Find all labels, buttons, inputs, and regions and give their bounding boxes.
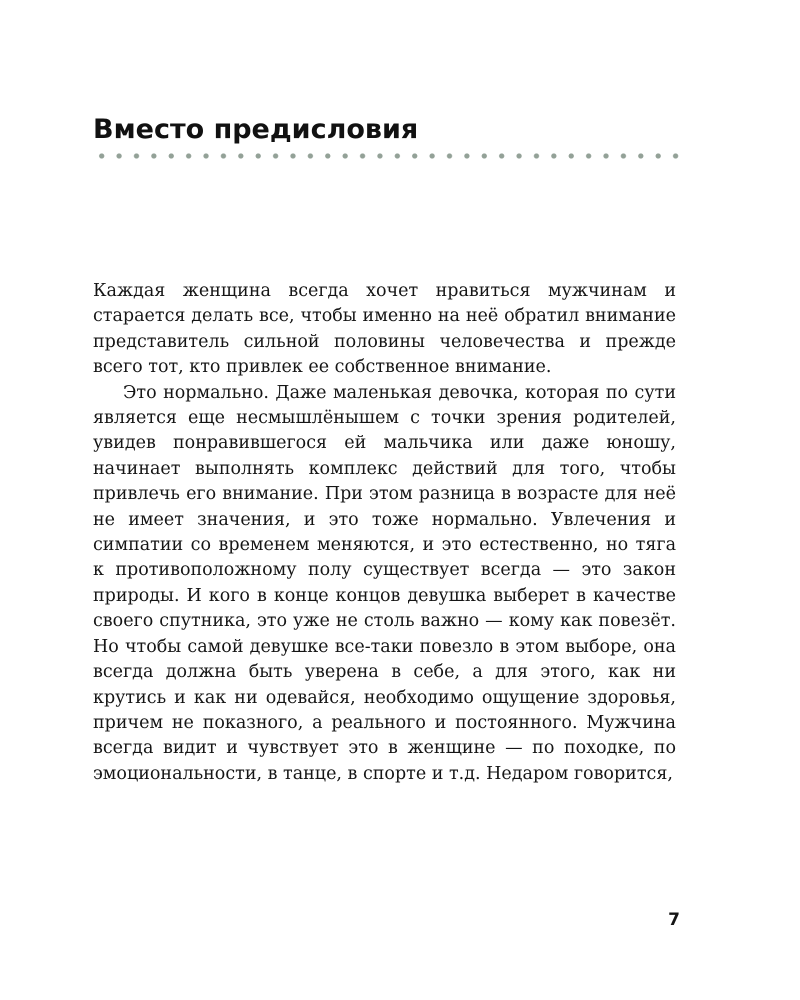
dotted-divider	[93, 153, 683, 159]
paragraph-1: Каждая женщина всегда хочет нравиться мужчинам и старается делать все, чтобы именно на неё обратил внимание представитель сильной половины человечества и прежде всего тот, кто привлек ее собственное внимание.	[93, 281, 676, 378]
chapter-title: Вместо предисловия	[93, 114, 419, 145]
page-number: 7	[668, 910, 680, 930]
body-text	[93, 279, 676, 787]
paragraph-2: Это нормально. Даже маленькая девочка, которая по сути является еще несмышлёнышем с точки зрения родителей, увидев понравившегося ей мальчика или даже юношу, начинает выполнять комплекс действий для того, чтобы привлечь его внимание. При этом разница в возрасте для неё не имеет значения, и это тоже нормально. Увлечения и симпатии со временем меняются, и это естественно, но тяга к противоположному полу существует всегда — это закон природы. И кого в конце концов девушка выберет в качестве своего спутника, это уже не столь важно — кому как повезёт. Но чтобы самой девушке все-таки повезло в этом выборе, она всегда должна быть уверена в себе, а для этого, как ни крутись и как ни одевайся, необходимо ощущение здоровья, причем не показного, а реального и постоянного. Мужчина всегда видит и чувствует это в женщине — по походке, по эмоциональности, в танце, в спорте и т.д. Недаром говорится,	[93, 382, 676, 784]
